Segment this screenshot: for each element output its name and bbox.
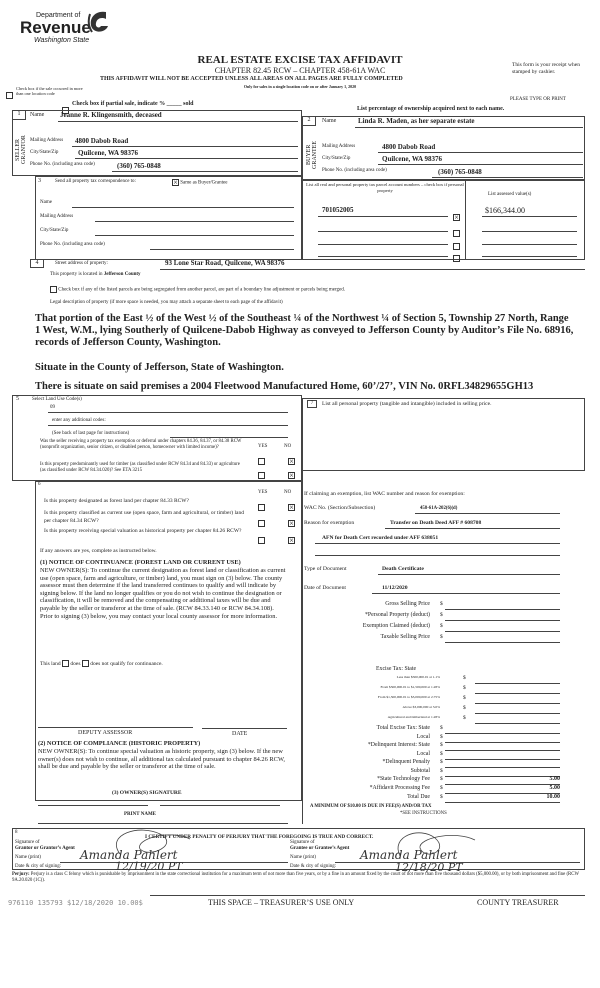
doc-date-value[interactable]: 11/12/2020 [382, 585, 408, 591]
tax-row-dollar-sign: $ [440, 623, 443, 629]
multi-location-row [6, 86, 13, 104]
question-exemption-deferral: Was the seller receiving a property tax exemption or deferral under chapters 84.36, 84.37, or 84.38 RCW (nonprofit organization, senior citizen, or disabled person, homeowner with limited income)? [40, 439, 242, 450]
grantor-signature-label: Signature of [15, 840, 40, 845]
grantee-signature[interactable]: Amanda Pahlert [360, 848, 458, 862]
buyer-name-label: Name [322, 118, 337, 124]
tax-row2-label: Total Due [407, 794, 430, 800]
notice-compliance-title: (2) NOTICE OF COMPLIANCE (HISTORIC PROPERTY) [38, 740, 201, 747]
grantee-signature-label: Signature of [290, 840, 315, 845]
grantor-initials-flourish [100, 824, 220, 864]
only-for-note: Only for sales in a single location code on or after January 1, 2020 [243, 84, 357, 89]
grantee-signing-date[interactable]: 12/18/20 PT [395, 861, 463, 874]
deputy-assessor-label: DEPUTY ASSESSOR [78, 730, 133, 736]
doc-type-value[interactable]: Death Certificate [382, 566, 424, 572]
seller-mail-label: Mailing Address [30, 138, 64, 143]
buyer-mail-label: Mailing Address [322, 144, 356, 149]
form-title: REAL ESTATE EXCISE TAX AFFIDAVIT [197, 54, 403, 66]
corr-mail-label: Mailing Address [40, 214, 74, 219]
buyer-phone-value[interactable]: (360) 765-0848 [438, 168, 482, 176]
tax-row-label: Exemption Claimed (deduct) [362, 623, 430, 629]
tax-bracket-dollar-sign: $ [463, 715, 466, 721]
corr-name-field[interactable] [72, 207, 294, 208]
minimum-due-note: A MINIMUM OF $10.00 IS DUE IN FEE(S) AND/OR TAX [310, 804, 432, 809]
legal-description-label: Legal description of property (if more space is needed, you may attach a separate sheet to each page of the affidavit) [50, 300, 283, 305]
doc-date-label: Date of Document [304, 585, 347, 591]
tax-bracket-label: From $500,000.01 to $1,500,000 at 1.28% [380, 685, 440, 689]
tax-row2-dollar-sign: $ [440, 776, 443, 782]
question-forest-land: Is this property designated as forest land per chapter 84.33 RCW? [44, 498, 189, 504]
legal-description-text: That portion of the East ½ of the West ½ of the Southeast ¼ of the Northwest ¼ of Section 5, Township 27 North, Range 1 West, W.M., lying Southerly of Quilcene-Dabob Highway as conveyed to Jefferson County by Auditor’s File No. 68916, records of Jefferson County, Washington. [35, 313, 574, 348]
tax-bracket-dollar-sign: $ [463, 685, 466, 691]
seller-phone-value[interactable]: (360) 765-0848 [117, 162, 161, 170]
tax-row-label: Gross Selling Price [385, 601, 430, 607]
logo-swoosh-icon [86, 8, 110, 34]
question-current-use: Is this property classified as current use (open space, farm and agricultural, or timber) land per chapter 84.34 RCW? [44, 510, 244, 524]
grantor-signature[interactable]: Amanda Pahlert [80, 848, 178, 862]
tax-row2-dollar-sign: $ [440, 785, 443, 791]
excise-tax-header: Excise Tax: State [376, 666, 417, 672]
q-forest-no-checkbox[interactable] [288, 504, 295, 511]
corr-city-field[interactable] [95, 235, 294, 236]
corr-city-label: City/State/Zip [40, 228, 69, 233]
tax-row2-value[interactable]: 5.00 [549, 785, 560, 791]
tax-row2-dollar-sign: $ [440, 750, 443, 757]
perjury-statement: Perjury is a class C felony which is punishable by imprisonment in the state correctional institution for a maximum term of not more than five years, or by a fine in an amount fixed by the court of not more than five thousand dollars ($5,000.00), or by both imprisonment and fine (RCW 9A.20.020 (1C)). [12, 872, 579, 883]
street-address-value[interactable]: 93 Lone Star Road, Quilcene, WA 98376 [165, 259, 285, 267]
tax-bracket-label: Agricultural and timberland at 1.28% [387, 715, 440, 719]
tax-row2-label: Local [416, 750, 430, 757]
same-as-buyer-label: Same as Buyer/Grantee [180, 180, 228, 186]
tax-row2-label: Total Excise Tax: State [376, 725, 430, 731]
personal-property-checkbox-1[interactable] [453, 214, 460, 221]
seller-city-value[interactable]: Quilcene, WA 98376 [78, 149, 138, 157]
tax-row2-label: Local [416, 733, 430, 740]
tax-bracket-dollar-sign: $ [463, 705, 466, 711]
buyer-mail-value[interactable]: 4800 Dabob Road [382, 143, 436, 151]
doc-type-label: Type of Document [304, 566, 347, 572]
q-timber-yes-checkbox[interactable] [258, 472, 265, 479]
does-not-qualify-checkbox[interactable] [82, 660, 89, 667]
grantor-agent-label: Grantor or Grantor’s Agent [15, 846, 75, 851]
q-current-use-yes-checkbox[interactable] [258, 520, 265, 527]
tax-row2-dollar-sign: $ [440, 767, 443, 774]
segregated-checkbox[interactable] [50, 286, 57, 293]
additional-codes-label: enter any additional codes: [52, 418, 106, 423]
print-name-label: PRINT NAME [124, 812, 156, 817]
tax-row2-dollar-sign: $ [440, 742, 443, 748]
tax-bracket-label: Less than $500,000.01 at 1.1% [396, 675, 440, 679]
section-2-number: 2 [302, 116, 316, 126]
county-value: Jefferson County [103, 272, 141, 277]
segregated-label: Check box if any of the listed parcels are being segregated from another parcel, are part of a boundary line adjustment or parcels being merged. [58, 287, 345, 293]
tax-row-label: Taxable Selling Price [380, 634, 430, 640]
reason-value-1[interactable]: Transfer on Death Deed AFF # 608708 [390, 520, 482, 526]
see-back-note: (See back of last page for instructions) [52, 431, 130, 436]
grantee-agent-label: Grantee or Grantee’s Agent [290, 846, 350, 851]
seller-phone-label: Phone No. (including area code) [30, 162, 95, 167]
personal-property-checkbox-4[interactable] [453, 255, 460, 262]
grantee-name-label: Name (print) [290, 855, 316, 860]
parcel-number-1[interactable]: 701052005 [322, 206, 354, 214]
form-chapter: CHAPTER 82.45 RCW – CHAPTER 458-61A WAC [214, 66, 386, 75]
ownership-note: List percentage of ownership acquired next to each name. [357, 106, 505, 112]
does-label: does [70, 660, 81, 667]
certify-statement: I CERTIFY UNDER PENALTY OF PERJURY THAT THE FOREGOING IS TRUE AND CORRECT. [145, 834, 374, 840]
grantor-signing-date[interactable]: 12/19/20 PT [115, 860, 183, 873]
corr-phone-field[interactable] [150, 249, 294, 250]
personal-property-checkbox-2[interactable] [453, 230, 460, 237]
multi-location-checkbox[interactable] [6, 92, 13, 99]
tax-row2-label: *State Technology Fee [377, 776, 430, 782]
section-4-number: 4 [30, 259, 44, 268]
tax-row2-dollar-sign: $ [440, 733, 443, 740]
seller-side-label: SELLER GRANTOR [15, 135, 27, 165]
tax-row-label: *Personal Property (deduct) [364, 612, 430, 618]
wac-label: WAC No. (Section/Subsection) [304, 505, 376, 511]
tax-bracket-label: From $1,500,000.01 to $3,000,000 at 2.75% [377, 695, 440, 699]
tax-bracket-label: Above $3,000,000 at 3.0% [402, 705, 440, 709]
corr-name-label: Name [40, 200, 52, 205]
buyer-side-label: BUYER GRANTEE [306, 141, 318, 169]
seller-city-label: City/State/Zip [30, 150, 59, 155]
exemption-intro: If claiming an exemption, list WAC number and reason for exemption: [304, 491, 465, 497]
does-qualify-checkbox[interactable] [62, 660, 69, 667]
tax-row2-label: *Delinquent Penalty [382, 759, 430, 765]
logo-line1: Department of [36, 12, 81, 19]
corr-phone-label: Phone No. (including area code) [40, 242, 105, 247]
situate-text: Situate in the County of Jefferson, State of Washington. [35, 362, 284, 373]
grantor-name-label: Name (print) [15, 855, 41, 860]
buyer-phone-label: Phone No. (including area code) [322, 168, 387, 173]
notice-compliance-body: NEW OWNER(S): To continue special valuation as historic property, sign (3) below. If the new owner(s) does not wish to continue, all additional tax calculated pursuant to chapter 84.26 RCW, shall be due and payable by the seller or transferor at the time of sale. [38, 748, 285, 771]
buyer-city-value[interactable]: Quilcene, WA 98376 [382, 155, 442, 163]
section-1-number: 1 [12, 110, 26, 120]
question-timber-agriculture: Is this property predominantly used for timber (as classified under RCW 84.34 and 84.33) or agriculture (as classified under RCW 84.34.020)? See ETA 3215 [40, 462, 240, 473]
tax-row2-label: *Delinquent Interest: State [367, 742, 430, 748]
does-not-label: does not qualify for continuance. [90, 660, 163, 667]
seller-name-value[interactable]: Jeanne R. Klingensmith, deceased [60, 111, 162, 119]
correspondence-label: Send all property tax correspondence to: [55, 179, 136, 184]
logo-line2: Revenue [20, 18, 91, 37]
treasurer-use-label: THIS SPACE – TREASURER’S USE ONLY [208, 898, 355, 907]
see-instructions-note: *SEE INSTRUCTIONS [400, 811, 447, 816]
assessed-value-1[interactable]: $166,344.00 [485, 206, 525, 215]
land-use-code-value[interactable]: 09 [50, 405, 55, 410]
same-as-buyer-checkbox[interactable] [172, 179, 179, 186]
tax-bracket-dollar-sign: $ [463, 675, 466, 681]
tax-row-dollar-sign: $ [440, 601, 443, 607]
grantor-date-label: Date & city of signing: [15, 864, 62, 869]
corr-mail-field[interactable] [95, 221, 294, 222]
partial-sale-label: Check box if partial sale, indicate % _____ sold [72, 101, 194, 107]
q-timber-no-checkbox[interactable] [288, 472, 295, 479]
reason-value-2[interactable]: AFN for Death Cert recorded under AFF 638051 [322, 535, 439, 541]
section-6-number: 6 [38, 482, 41, 487]
tax-row2-dollar-sign: $ [440, 725, 443, 731]
county-treasurer-label: COUNTY TREASURER [477, 898, 559, 907]
q-current-use-no-checkbox[interactable] [288, 520, 295, 527]
assessor-date-label: DATE [232, 731, 248, 737]
section-5-number: 5 [16, 396, 19, 402]
q-historic-yes-checkbox[interactable] [258, 537, 265, 544]
q-exemption-no-checkbox[interactable] [288, 458, 295, 465]
wac-value[interactable]: 458-61A-202(6)(d) [420, 506, 458, 511]
land-use-label: Select Land Use Code(s) [32, 397, 82, 402]
question-historic: Is this property receiving special valuation as historical property per chapter 84.26 RCW? [44, 528, 242, 534]
personal-property-label[interactable]: List all personal property (tangible and intangible) included in selling price. [322, 401, 492, 407]
grantee-initials-flourish [380, 826, 500, 866]
owner-signature-line[interactable] [38, 805, 148, 806]
form-warning: THIS AFFIDAVIT WILL NOT BE ACCEPTED UNLESS ALL AREAS ON ALL PAGES ARE FULLY COMPLETED [100, 76, 403, 82]
tax-bracket-dollar-sign: $ [463, 695, 466, 701]
tax-row2-value[interactable]: 5.00 [549, 776, 560, 782]
seller-mail-value[interactable]: 4800 Dabob Road [75, 137, 129, 145]
yes-header-6: YES [258, 490, 268, 495]
assessed-header: List assessed value(s) [488, 192, 532, 197]
perjury-label: Perjury: [12, 872, 30, 877]
tax-row2-dollar-sign: $ [440, 794, 443, 800]
assessor-date-line[interactable] [202, 728, 287, 729]
tax-row2-dollar-sign: $ [440, 759, 443, 765]
notice-continuance-title: (1) NOTICE OF CONTINUANCE (FOREST LAND OR CURRENT USE) [40, 559, 241, 566]
no-header-6: NO [284, 490, 292, 495]
yes-header: YES [258, 444, 268, 449]
cashier-stamp: 976110 135793 $12/18/2020 10.00$ [8, 899, 143, 907]
notice-continuance-body: NEW OWNER(S): To continue the current designation as forest land or classification as current use (open space, farm and agriculture, or timber) land, you must sign on (3) below. The county assessor must then determine if the land transferred continues to qualify and will indicate by signing below. If the land no longer qualifies or you do not wish to continue the designation or classification, it will be removed and the compensating or additional taxes will be due and payable by the seller or transferor at the time of sale. (RCW 84.33.140 or RCW 84.34.108). Prior to signing (3) below, you may contact your local county assessor for more information. [40, 567, 286, 620]
tax-row2-value[interactable]: 10.00 [546, 794, 560, 800]
if-yes-instruction: If any answers are yes, complete as instructed below. [40, 548, 157, 554]
q-exemption-yes-checkbox[interactable] [258, 458, 265, 465]
manufactured-home-text: There is situate on said premises a 2004 Fleetwood Manufactured Home, 60’/27’, VIN No. 0RFL34829655GH13 [35, 381, 534, 392]
no-header: NO [284, 444, 292, 449]
type-or-print: PLEASE TYPE OR PRINT [510, 97, 566, 102]
q-forest-yes-checkbox[interactable] [258, 504, 265, 511]
q-historic-no-checkbox[interactable] [288, 537, 295, 544]
section-7-number: 7 [307, 400, 317, 408]
buyer-city-label: City/State/Zip [322, 156, 351, 161]
deputy-assessor-signature-line[interactable] [38, 727, 193, 728]
additional-codes-field[interactable] [48, 425, 288, 426]
section-8-number: 8 [15, 830, 18, 835]
tax-row-dollar-sign: $ [440, 634, 443, 640]
grantee-date-label: Date & city of signing: [290, 864, 337, 869]
personal-property-section [302, 398, 585, 471]
tax-row-dollar-sign: $ [440, 612, 443, 618]
correspondence-section [35, 176, 302, 260]
tax-row2-label: *Affidavit Processing Fee [369, 785, 430, 791]
tax-row2-label: Subtotal [410, 767, 430, 774]
parcels-header: List all real and personal property tax parcel account numbers – check box if personal property [306, 182, 464, 193]
this-land-label: This land [40, 660, 61, 667]
buyer-name-value[interactable]: Linda R. Maden, as her separate estate [358, 117, 475, 125]
street-address-label: Street address of property: [55, 261, 108, 266]
multi-location-label: Check box if the sale occurred in more than one location code [16, 86, 83, 96]
logo-line3: Washington State [34, 37, 90, 44]
reason-label: Reason for exemption [304, 520, 355, 526]
owner-signature-label: (3) OWNER(S) SIGNATURE [112, 790, 182, 796]
seller-name-label: Name [30, 112, 45, 118]
section-3-number: 3 [38, 178, 41, 184]
county-label: This property is located in [50, 272, 103, 277]
receipt-note: This form is your receipt when stamped by cashier. [512, 62, 580, 75]
